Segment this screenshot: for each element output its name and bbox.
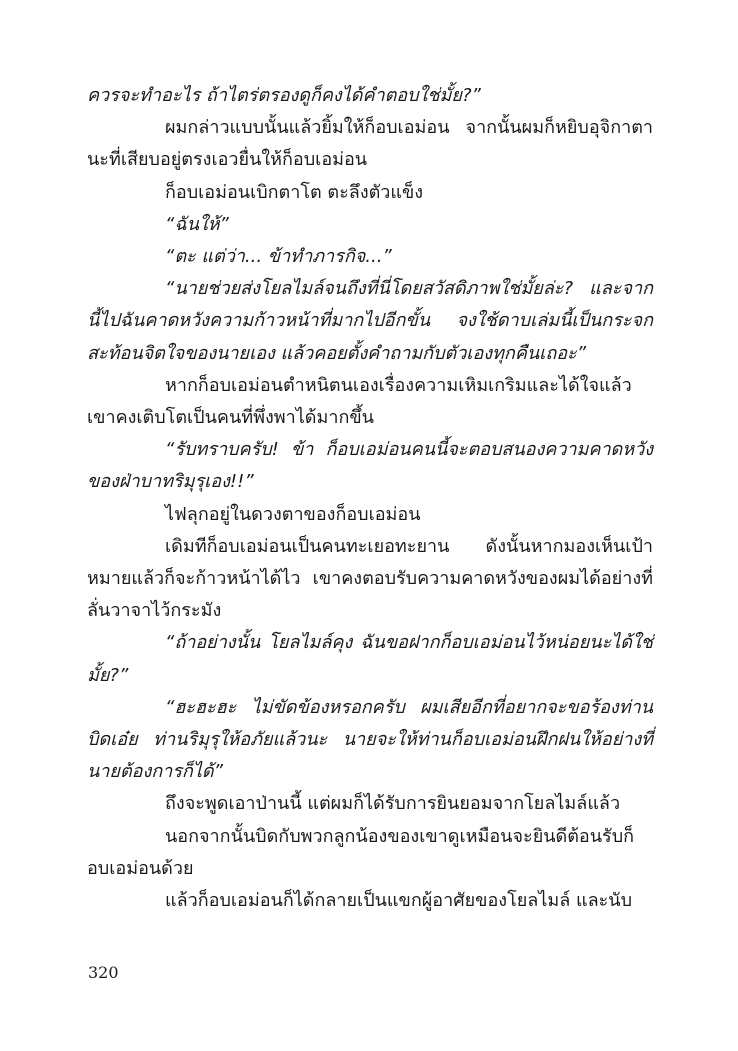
paragraph: ไฟลุกอยู่ในดวงตาของก็อบเอม่อน [165,503,421,525]
paragraph: แล้วก็อบเอม่อนก็ได้กลายเป็นแขกผู้อาศัยของโยลไมล์ และนับ [165,890,633,912]
paragraph: “ฮะฮะฮะ ไม่ขัดข้องหรอกครับ ผมเสียอีกที่อยากจะขอร้องท่านบิดเอ๋ย ท่านริมุรุให้อภัยแล้วนะ นายจะให้ท่านก็อบเอม่อนฝึกฝนให้อย่างที่นายต้องการก็ได้” [87,696,653,783]
paragraph: ควรจะทำอะไร ถ้าไตร่ตรองดูก็คงได้คำตอบใช่มั้ย?” [87,85,481,106]
paragraph: “ตะ แต่ว่า... ข้าทำภารกิจ...” [165,246,392,268]
paragraph: “รับทราบครับ! ข้า ก็อบเอม่อนคนนี้จะตอบสนองความคาดหวังของฝ่าบาทริมุรุเอง!!” [87,439,653,493]
paragraph: เดิมทีก็อบเอม่อนเป็นคนทะเยอทะยาน ดังนั้นหากมองเห็นเป้าหมายแล้วก็จะก้าวหน้าได้ไว เขาคงตอบรับความคาดหวังของผมได้อย่างที่ลั่นวาจาไว้กระมัง [87,535,653,622]
paragraph: หากก็อบเอม่อนตำหนิตนเองเรื่องความเหิมเกริมและได้ใจแล้ว เขาคงเติบโตเป็นคนที่พึ่งพาได้มากขึ้น [87,374,632,429]
paragraph: “ถ้าอย่างนั้น โยลไมล์คุง ฉันขอฝากก็อบเอม่อนไว้หน่อยนะได้ใช่มั้ย?” [87,632,653,686]
paragraph: นอกจากนั้นบิดกับพวกลูกน้องของเขาดูเหมือนจะยินดีต้อนรับก็อบเอม่อนด้วย [87,825,635,879]
paragraph: ก็อบเอม่อนเบิกตาโต ตะลึงตัวแข็ง [165,181,424,203]
body-text [87,80,653,917]
paragraph: ผมกล่าวแบบนั้นแล้วยิ้มให้ก็อบเอม่อน จากนั้นผมก็หยิบอุจิกาตานะที่เสียบอยู่ตรงเอวยื่นให้ก็อบเอม่อน [87,117,653,171]
page-number: 320 [88,963,119,982]
paragraph: “นายช่วยส่งโยลไมล์จนถึงที่นี่โดยสวัสดิภาพใช่มั้ยล่ะ? และจากนี้ไปฉันคาดหวังความก้าวหน้าที่มากไปอีกขั้น จงใช้ดาบเล่มนี้เป็นกระจกสะท้อนจิตใจของนายเอง แล้วคอยตั้งคำถามกับตัวเองทุกคืนเถอะ” [87,278,653,364]
paragraph: “ฉันให้” [165,213,229,235]
paragraph: ถึงจะพูดเอาป่านนี้ แต่ผมก็ได้รับการยินยอมจากโยลไมล์แล้ว [165,793,621,815]
